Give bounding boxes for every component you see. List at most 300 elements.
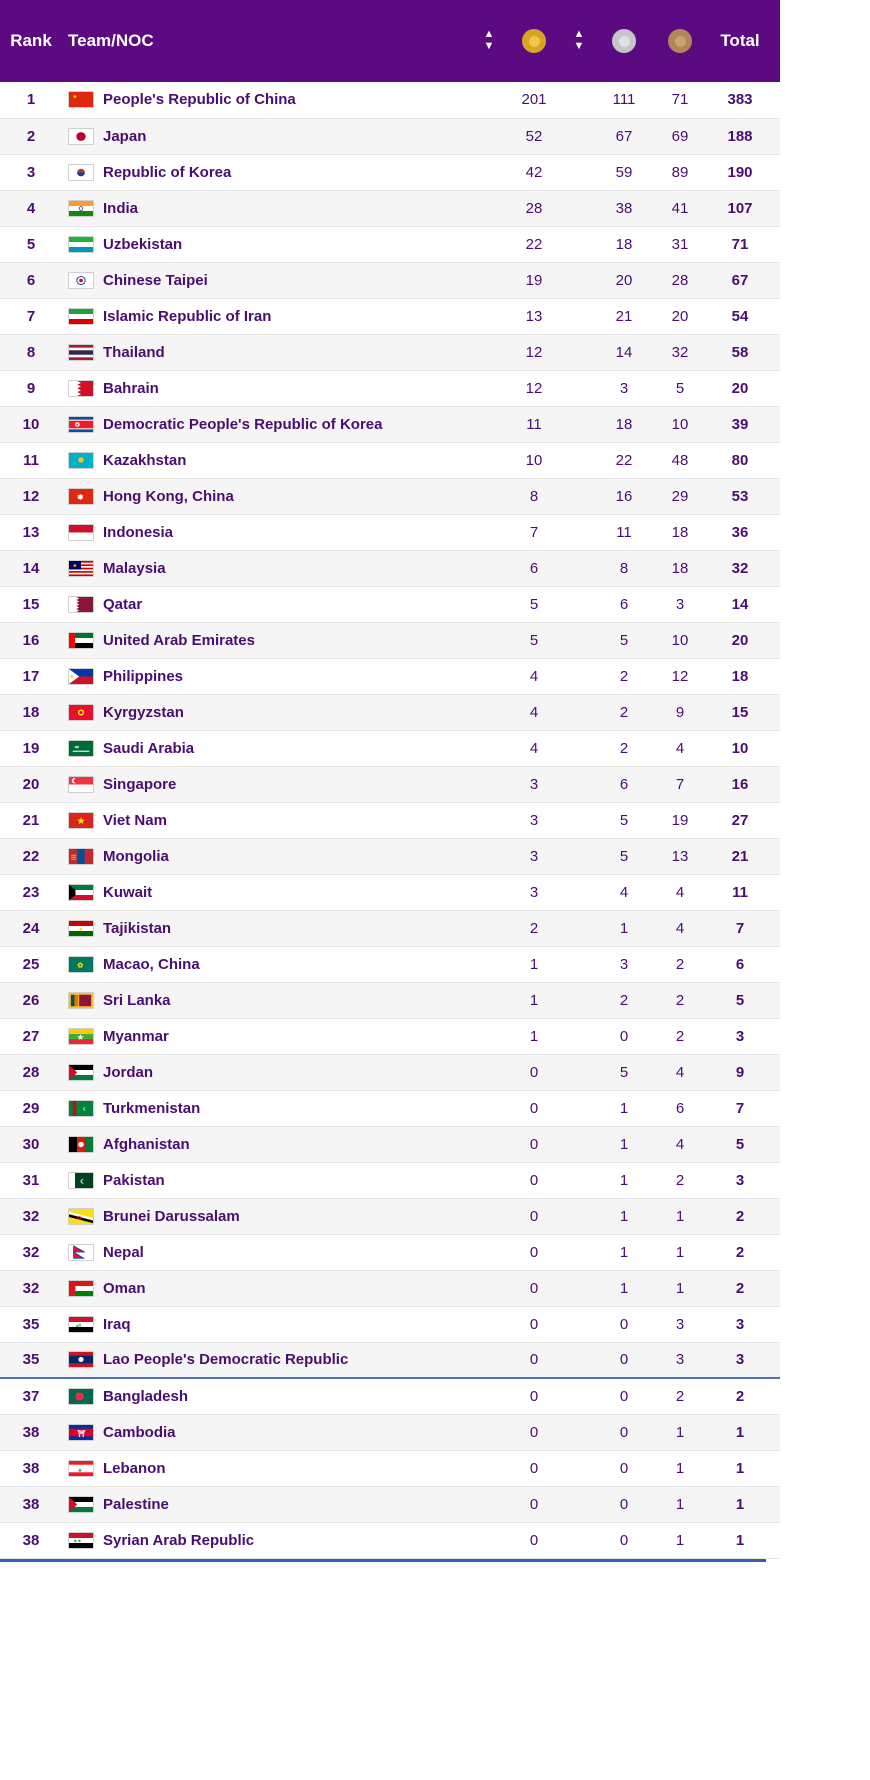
team-name: Kazakhstan	[103, 451, 187, 469]
cell-total: 15	[708, 694, 780, 730]
team-name: Turkmenistan	[103, 1099, 201, 1117]
table-row[interactable]	[0, 1198, 780, 1234]
cell-rank: 30	[0, 1126, 62, 1162]
cell-total: 20	[708, 370, 780, 406]
cell-bronze: 3	[652, 1306, 708, 1342]
table-row[interactable]	[0, 478, 780, 514]
header-row	[0, 0, 780, 82]
cell-silver: 6	[596, 586, 652, 622]
cell-total: 54	[708, 298, 780, 334]
cell-team	[62, 1198, 472, 1234]
cell-rank: 28	[0, 1054, 62, 1090]
cell-bronze: 32	[652, 334, 708, 370]
cell-spacer-left	[472, 802, 506, 838]
team-name: Kuwait	[103, 883, 153, 901]
cell-spacer-left	[472, 982, 506, 1018]
cell-rank: 22	[0, 838, 62, 874]
cell-gold: 12	[506, 334, 562, 370]
cell-gold: 0	[506, 1234, 562, 1270]
cell-gold: 10	[506, 442, 562, 478]
flag-china-icon	[68, 91, 94, 108]
cell-spacer-left	[472, 1018, 506, 1054]
cell-team	[62, 1054, 472, 1090]
cell-spacer-right	[562, 1162, 596, 1198]
flag-syria-icon	[68, 1532, 94, 1549]
svg-text:✿: ✿	[77, 960, 84, 970]
cell-total: 7	[708, 910, 780, 946]
cell-silver: 0	[596, 1450, 652, 1486]
cell-gold: 52	[506, 118, 562, 154]
cell-gold: 3	[506, 766, 562, 802]
column-header-gold[interactable]	[506, 0, 562, 82]
cell-spacer-left	[472, 658, 506, 694]
cell-bronze: 7	[652, 766, 708, 802]
cell-bronze: 89	[652, 154, 708, 190]
table-row[interactable]	[0, 694, 780, 730]
flag-philippines-icon	[68, 668, 94, 685]
table-row[interactable]	[0, 442, 780, 478]
team-name: Nepal	[103, 1243, 144, 1261]
cell-spacer-right	[562, 1450, 596, 1486]
cell-spacer-left	[472, 262, 506, 298]
flag-turkmenistan-icon	[68, 1100, 94, 1117]
cell-bronze: 4	[652, 1054, 708, 1090]
cell-silver: 5	[596, 1054, 652, 1090]
table-row[interactable]	[0, 298, 780, 334]
svg-text:⛩: ⛩	[77, 1430, 86, 1438]
cell-total: 18	[708, 658, 780, 694]
cell-rank: 10	[0, 406, 62, 442]
cell-spacer-left	[472, 1270, 506, 1306]
cell-bronze: 2	[652, 1378, 708, 1414]
cell-spacer-right	[562, 406, 596, 442]
cell-spacer-left	[472, 910, 506, 946]
flag-palestine-icon	[68, 1496, 94, 1513]
flag-kyrgyzstan-icon	[68, 704, 94, 721]
flag-oman-icon	[68, 1280, 94, 1297]
cell-gold: 42	[506, 154, 562, 190]
svg-text:✪: ✪	[77, 1215, 82, 1221]
svg-text:♕: ♕	[79, 927, 83, 932]
team-name: Cambodia	[103, 1423, 176, 1441]
table-row[interactable]	[0, 910, 780, 946]
table-row[interactable]	[0, 1090, 780, 1126]
cell-spacer-left	[472, 838, 506, 874]
cell-silver: 0	[596, 1342, 652, 1378]
flag-uae-icon	[68, 632, 94, 649]
flag-bangladesh-icon	[68, 1388, 94, 1405]
cell-silver: 4	[596, 874, 652, 910]
table-row[interactable]	[0, 946, 780, 982]
cell-total: 107	[708, 190, 780, 226]
cell-bronze: 3	[652, 1342, 708, 1378]
team-name: Afghanistan	[103, 1135, 190, 1153]
team-name: Sri Lanka	[103, 991, 171, 1009]
cell-gold: 4	[506, 694, 562, 730]
cell-spacer-right	[562, 766, 596, 802]
cell-gold: 0	[506, 1450, 562, 1486]
cell-spacer-right	[562, 1306, 596, 1342]
cell-rank: 2	[0, 118, 62, 154]
cell-team	[62, 82, 472, 118]
cell-spacer-right	[562, 1198, 596, 1234]
cell-spacer-left	[472, 1378, 506, 1414]
cell-total: 20	[708, 622, 780, 658]
cell-total: 3	[708, 1162, 780, 1198]
cell-total: 2	[708, 1234, 780, 1270]
cell-spacer-right	[562, 514, 596, 550]
cell-silver: 111	[596, 82, 652, 118]
cell-silver: 2	[596, 982, 652, 1018]
cell-total: 1	[708, 1486, 780, 1522]
cell-silver: 0	[596, 1522, 652, 1558]
cell-total: 16	[708, 766, 780, 802]
cell-gold: 7	[506, 514, 562, 550]
cell-bronze: 1	[652, 1450, 708, 1486]
cell-silver: 1	[596, 1162, 652, 1198]
cell-bronze: 18	[652, 550, 708, 586]
table-row[interactable]	[0, 1054, 780, 1090]
cell-gold: 2	[506, 910, 562, 946]
cell-spacer-left	[472, 1162, 506, 1198]
cell-gold: 12	[506, 370, 562, 406]
team-name: Bangladesh	[103, 1387, 189, 1405]
flag-tajikistan-icon	[68, 920, 94, 937]
cell-rank: 38	[0, 1522, 62, 1558]
cell-team	[62, 406, 472, 442]
cell-bronze: 10	[652, 406, 708, 442]
sort-toggle-left[interactable]	[472, 0, 506, 82]
team-name: Japan	[103, 127, 147, 145]
cell-rank: 14	[0, 550, 62, 586]
cell-gold: 22	[506, 226, 562, 262]
cell-bronze: 13	[652, 838, 708, 874]
team-name: India	[103, 199, 139, 217]
cell-silver: 5	[596, 622, 652, 658]
team-name: Islamic Republic of Iran	[103, 307, 272, 325]
cell-bronze: 48	[652, 442, 708, 478]
cell-bronze: 69	[652, 118, 708, 154]
flag-iran-icon	[68, 308, 94, 325]
cell-spacer-right	[562, 1234, 596, 1270]
flag-viet-nam-icon	[68, 812, 94, 829]
cell-team	[62, 1486, 472, 1522]
team-name: Myanmar	[103, 1027, 169, 1045]
cell-silver: 11	[596, 514, 652, 550]
column-header-rank[interactable]: Rank	[0, 0, 62, 82]
flag-korea-icon	[68, 164, 94, 181]
cell-spacer-right	[562, 550, 596, 586]
cell-team	[62, 1450, 472, 1486]
cell-rank: 1	[0, 82, 62, 118]
flag-singapore-icon	[68, 776, 94, 793]
svg-text:★: ★	[72, 94, 77, 100]
column-header-bronze[interactable]	[652, 0, 708, 82]
cell-total: 1	[708, 1414, 780, 1450]
cell-total: 10	[708, 730, 780, 766]
column-header-silver[interactable]	[596, 0, 652, 82]
silver-medal-icon	[612, 29, 636, 53]
cell-bronze: 1	[652, 1270, 708, 1306]
team-name: Bahrain	[103, 379, 159, 397]
cell-rank: 35	[0, 1306, 62, 1342]
team-name: Kyrgyzstan	[103, 703, 184, 721]
cell-rank: 3	[0, 154, 62, 190]
cell-gold: 0	[506, 1378, 562, 1414]
cell-gold: 4	[506, 658, 562, 694]
cell-gold: 11	[506, 406, 562, 442]
table-row[interactable]	[0, 1018, 780, 1054]
flag-malaysia-icon	[68, 560, 94, 577]
cell-silver: 6	[596, 766, 652, 802]
bronze-medal-icon	[668, 29, 692, 53]
table-row[interactable]	[0, 1306, 780, 1342]
column-header-team[interactable]: Team/NOC	[62, 0, 472, 82]
cell-silver: 20	[596, 262, 652, 298]
cell-spacer-left	[472, 370, 506, 406]
table-row[interactable]	[0, 406, 780, 442]
flag-afghanistan-icon	[68, 1136, 94, 1153]
cell-team	[62, 1414, 472, 1450]
flag-qatar-icon	[68, 596, 94, 613]
flag-hong-kong-icon	[68, 488, 94, 505]
table-row[interactable]	[0, 154, 780, 190]
cell-team	[62, 730, 472, 766]
cell-gold: 0	[506, 1414, 562, 1450]
cell-bronze: 1	[652, 1486, 708, 1522]
table-row[interactable]	[0, 838, 780, 874]
column-header-total[interactable]: Total	[708, 0, 780, 82]
table-row[interactable]	[0, 622, 780, 658]
cell-gold: 3	[506, 838, 562, 874]
cell-silver: 0	[596, 1486, 652, 1522]
cell-team	[62, 442, 472, 478]
cell-total: 1	[708, 1450, 780, 1486]
cell-gold: 201	[506, 82, 562, 118]
cell-rank: 31	[0, 1162, 62, 1198]
table-row[interactable]	[0, 82, 780, 118]
cell-spacer-right	[562, 694, 596, 730]
cell-silver: 2	[596, 694, 652, 730]
flag-laos-icon	[68, 1351, 94, 1368]
cell-spacer-left	[472, 406, 506, 442]
cell-team	[62, 370, 472, 406]
cell-spacer-right	[562, 118, 596, 154]
cell-bronze: 12	[652, 658, 708, 694]
cell-rank: 8	[0, 334, 62, 370]
team-name: Jordan	[103, 1063, 154, 1081]
cell-rank: 7	[0, 298, 62, 334]
cell-bronze: 2	[652, 982, 708, 1018]
cell-spacer-right	[562, 1270, 596, 1306]
cell-total: 9	[708, 1054, 780, 1090]
table-row[interactable]	[0, 1342, 780, 1378]
team-name: United Arab Emirates	[103, 631, 255, 649]
cell-gold: 0	[506, 1270, 562, 1306]
cell-spacer-right	[562, 370, 596, 406]
team-name: Philippines	[103, 667, 184, 685]
flag-chinese-taipei-icon	[68, 272, 94, 289]
cell-rank: 35	[0, 1342, 62, 1378]
cell-team	[62, 1378, 472, 1414]
team-name: Viet Nam	[103, 811, 167, 829]
cell-spacer-left	[472, 82, 506, 118]
cell-team	[62, 838, 472, 874]
cell-team	[62, 694, 472, 730]
flag-iraq-icon	[68, 1316, 94, 1333]
table-row[interactable]	[0, 190, 780, 226]
cell-total: 2	[708, 1270, 780, 1306]
cell-gold: 5	[506, 586, 562, 622]
cell-silver: 1	[596, 910, 652, 946]
cell-bronze: 4	[652, 730, 708, 766]
flag-saudi-arabia-icon	[68, 740, 94, 757]
sort-arrows-icon-2: ▲ ▼	[573, 27, 585, 52]
cell-spacer-right	[562, 1054, 596, 1090]
team-name: Syrian Arab Republic	[103, 1531, 255, 1549]
table-row[interactable]	[0, 550, 780, 586]
cell-gold: 3	[506, 874, 562, 910]
table-row[interactable]	[0, 1162, 780, 1198]
cell-total: 32	[708, 550, 780, 586]
team-name: Saudi Arabia	[103, 739, 195, 757]
team-name: Thailand	[103, 343, 165, 361]
table-header	[0, 0, 780, 82]
cell-spacer-left	[472, 478, 506, 514]
table-row[interactable]	[0, 802, 780, 838]
cell-bronze: 18	[652, 514, 708, 550]
table-row[interactable]	[0, 874, 780, 910]
flag-brunei-icon	[68, 1208, 94, 1225]
table-body	[0, 82, 780, 1558]
cell-team	[62, 1270, 472, 1306]
cell-total: 383	[708, 82, 780, 118]
table-row[interactable]	[0, 1450, 780, 1486]
team-name: Qatar	[103, 595, 143, 613]
cell-bronze: 4	[652, 1126, 708, 1162]
cell-rank: 18	[0, 694, 62, 730]
cell-team	[62, 226, 472, 262]
sort-arrows-icon: ▲ ▼	[483, 27, 495, 52]
cell-bronze: 1	[652, 1198, 708, 1234]
flag-dpr-korea-icon	[68, 416, 94, 433]
cell-spacer-left	[472, 442, 506, 478]
table-row[interactable]	[0, 586, 780, 622]
cell-spacer-left	[472, 1090, 506, 1126]
cell-team	[62, 982, 472, 1018]
cell-rank: 24	[0, 910, 62, 946]
cell-spacer-left	[472, 1414, 506, 1450]
bottom-rule	[0, 1559, 766, 1562]
cell-rank: 6	[0, 262, 62, 298]
cell-spacer-right	[562, 622, 596, 658]
flag-india-icon	[68, 200, 94, 217]
table-row[interactable]	[0, 226, 780, 262]
table-row[interactable]	[0, 514, 780, 550]
table-row[interactable]	[0, 658, 780, 694]
cell-silver: 21	[596, 298, 652, 334]
table-row[interactable]	[0, 118, 780, 154]
flag-cambodia-icon	[68, 1424, 94, 1441]
table-row[interactable]	[0, 1522, 780, 1558]
cell-rank: 20	[0, 766, 62, 802]
cell-spacer-left	[472, 334, 506, 370]
cell-total: 58	[708, 334, 780, 370]
cell-silver: 16	[596, 478, 652, 514]
team-name: Uzbekistan	[103, 235, 183, 253]
cell-team	[62, 910, 472, 946]
cell-spacer-right	[562, 802, 596, 838]
svg-text:▲: ▲	[77, 1467, 83, 1474]
table-row[interactable]	[0, 982, 780, 1018]
table-row[interactable]	[0, 262, 780, 298]
team-name: People's Republic of China	[103, 91, 296, 109]
cell-gold: 0	[506, 1522, 562, 1558]
cell-bronze: 1	[652, 1234, 708, 1270]
svg-text:✽: ✽	[77, 492, 84, 502]
cell-total: 190	[708, 154, 780, 190]
cell-silver: 1	[596, 1234, 652, 1270]
cell-rank: 29	[0, 1090, 62, 1126]
cell-rank: 27	[0, 1018, 62, 1054]
cell-spacer-right	[562, 838, 596, 874]
table-row[interactable]	[0, 1126, 780, 1162]
cell-total: 11	[708, 874, 780, 910]
table-row[interactable]	[0, 766, 780, 802]
table-row[interactable]	[0, 1270, 780, 1306]
cell-team	[62, 478, 472, 514]
table-row[interactable]	[0, 370, 780, 406]
cell-total: 3	[708, 1018, 780, 1054]
cell-gold: 6	[506, 550, 562, 586]
cell-team	[62, 154, 472, 190]
cell-team	[62, 514, 472, 550]
cell-gold: 3	[506, 802, 562, 838]
cell-spacer-left	[472, 730, 506, 766]
cell-team	[62, 262, 472, 298]
cell-gold: 1	[506, 982, 562, 1018]
cell-team	[62, 1306, 472, 1342]
cell-bronze: 41	[652, 190, 708, 226]
svg-text:★ ★: ★ ★	[73, 1538, 82, 1543]
cell-team	[62, 1234, 472, 1270]
cell-total: 188	[708, 118, 780, 154]
cell-team	[62, 766, 472, 802]
cell-bronze: 20	[652, 298, 708, 334]
cell-rank: 13	[0, 514, 62, 550]
cell-silver: 5	[596, 802, 652, 838]
sort-toggle-right[interactable]	[562, 0, 596, 82]
team-name: Tajikistan	[103, 919, 172, 937]
cell-bronze: 19	[652, 802, 708, 838]
svg-text:★: ★	[77, 1032, 84, 1042]
cell-team	[62, 298, 472, 334]
table-row[interactable]	[0, 1234, 780, 1270]
table-row[interactable]	[0, 730, 780, 766]
table-row[interactable]	[0, 334, 780, 370]
table-row[interactable]	[0, 1414, 780, 1450]
cell-spacer-left	[472, 514, 506, 550]
cell-spacer-right	[562, 874, 596, 910]
cell-total: 2	[708, 1378, 780, 1414]
table-row[interactable]	[0, 1378, 780, 1414]
flag-uzbekistan-icon	[68, 236, 94, 253]
cell-rank: 17	[0, 658, 62, 694]
table-row[interactable]	[0, 1486, 780, 1522]
cell-spacer-right	[562, 226, 596, 262]
cell-rank: 32	[0, 1234, 62, 1270]
cell-team	[62, 874, 472, 910]
